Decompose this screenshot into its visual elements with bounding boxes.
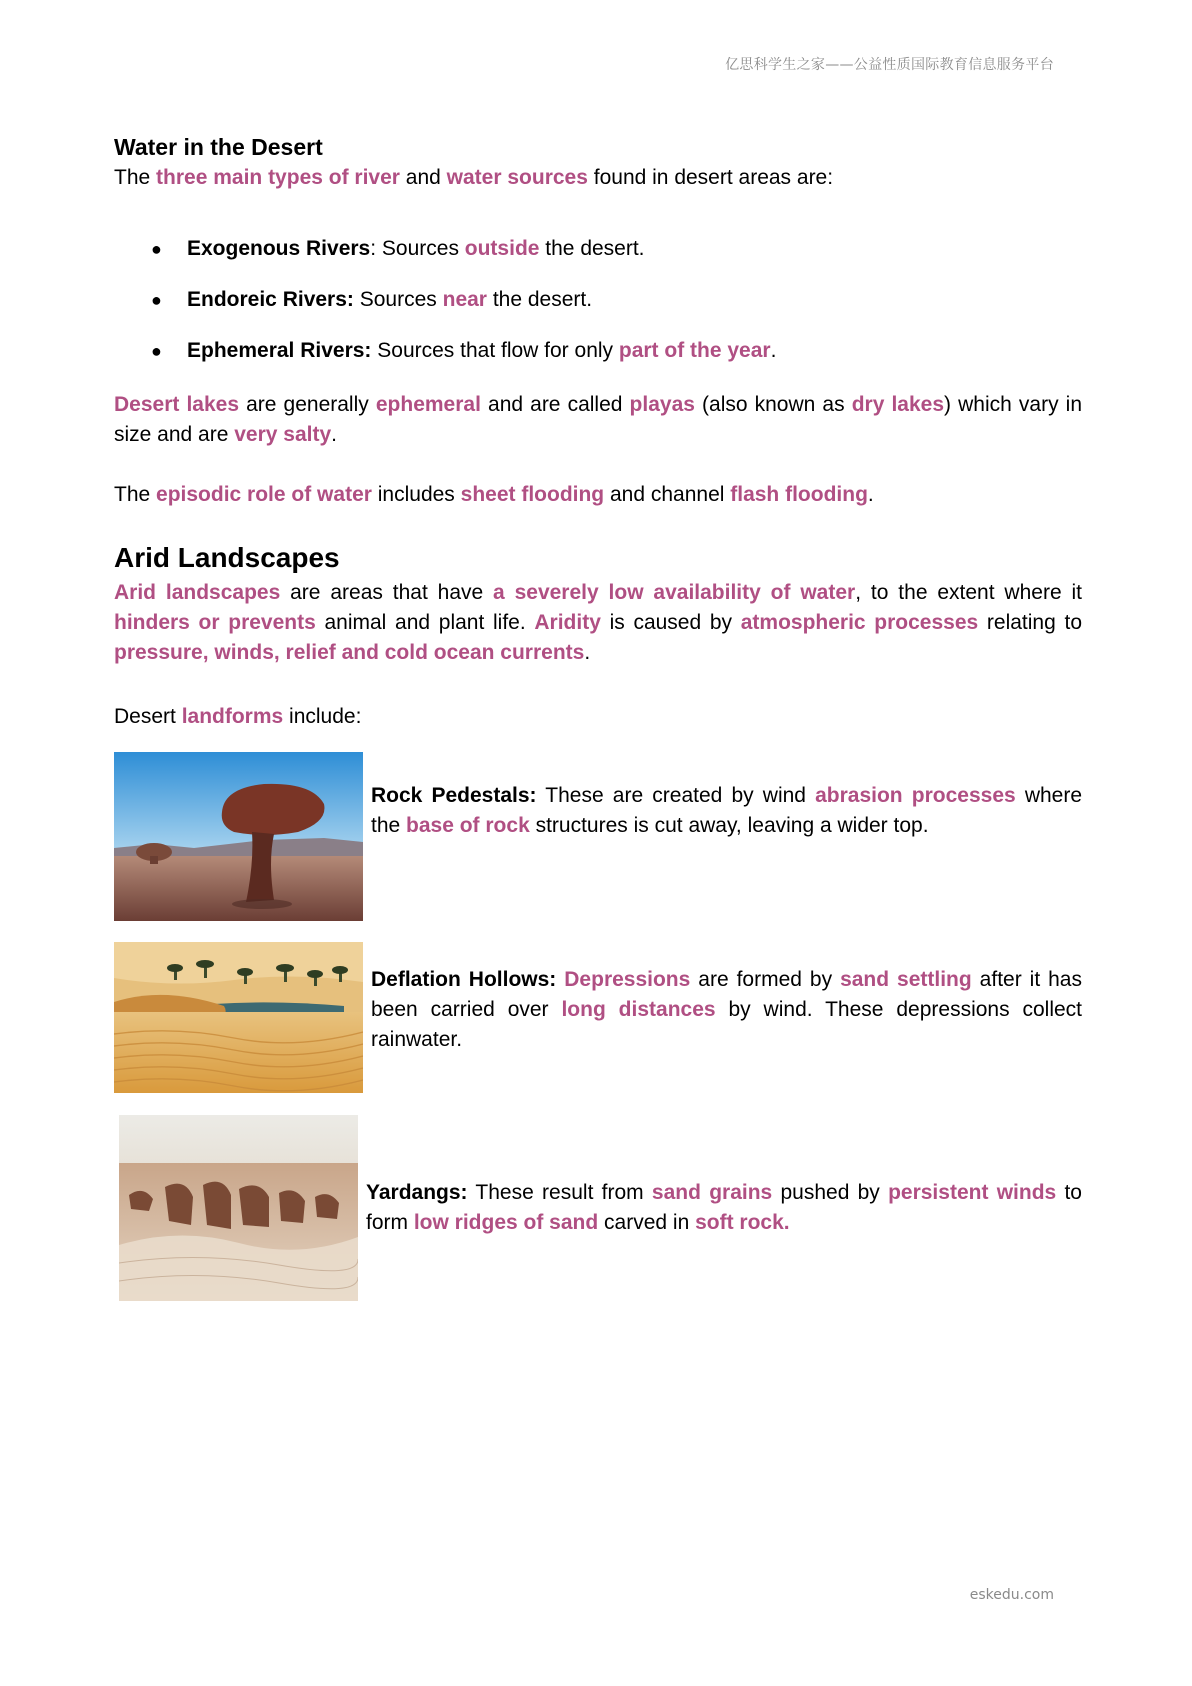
yardangs-photo	[119, 1115, 358, 1301]
yardangs-description: Yardangs: These result from sand grains pushed by persistent winds to form low ridges of sand carved in soft rock.	[366, 1181, 1082, 1234]
episodic-para-wrapper	[114, 480, 1082, 510]
rock-pedestal-photo	[114, 752, 363, 921]
river-types-list-wrapper	[114, 234, 1082, 387]
list-item: ● Ephemeral Rivers: Sources that flow for only part of the year.	[114, 336, 1082, 366]
deflation-hollow-description: Deflation Hollows: Depressions are formed by sand settling after it has been carried over long distances by wind. These depressions collect rainwater.	[371, 968, 1083, 1051]
section-heading-water: Water in the Desert	[114, 134, 323, 160]
deflation-hollow-image	[114, 942, 363, 1093]
rock-pedestal-description: Rock Pedestals: These are created by wind abrasion processes where the base of rock structures is cut away, leaving a wider top.	[371, 784, 1083, 837]
rock-pedestal-image	[114, 752, 363, 921]
arid-paragraph: Arid landscapes are areas that have a severely low availability of water, to the extent where it hinders or prevents animal and plant life. Aridity is caused by atmospheric processes relating to pressure, winds, relief and cold ocean currents.	[114, 581, 1082, 664]
site-footer: eskedu.com	[969, 1587, 1054, 1603]
desert-lakes-para-wrapper	[114, 390, 1082, 450]
water-section	[114, 134, 1082, 193]
landforms-intro-wrapper	[114, 702, 1082, 732]
list-item: ● Endoreic Rivers: Sources near the desert.	[114, 285, 1082, 315]
site-header: 亿思科学生之家——公益性质国际教育信息服务平台	[725, 57, 1054, 73]
landforms-intro: Desert landforms include:	[114, 705, 362, 728]
arid-section	[114, 542, 1082, 668]
section-heading-arid: Arid Landscapes	[114, 542, 340, 573]
water-intro: The three main types of river and water sources found in desert areas are:	[114, 166, 834, 189]
bullet-icon: ●	[151, 239, 162, 259]
yardangs-image	[119, 1115, 358, 1301]
river-types-list	[114, 234, 1082, 366]
deflation-hollow-photo	[114, 942, 363, 1093]
episodic-water-paragraph: The episodic role of water includes sheet flooding and channel flash flooding.	[114, 483, 874, 506]
list-item: ● Exogenous Rivers: Sources outside the desert.	[114, 234, 1082, 264]
bullet-icon: ●	[151, 341, 162, 361]
bullet-icon: ●	[151, 290, 162, 310]
desert-lakes-paragraph: Desert lakes are generally ephemeral and are called playas (also known as dry lakes) which vary in size and are very salty.	[114, 393, 1082, 446]
